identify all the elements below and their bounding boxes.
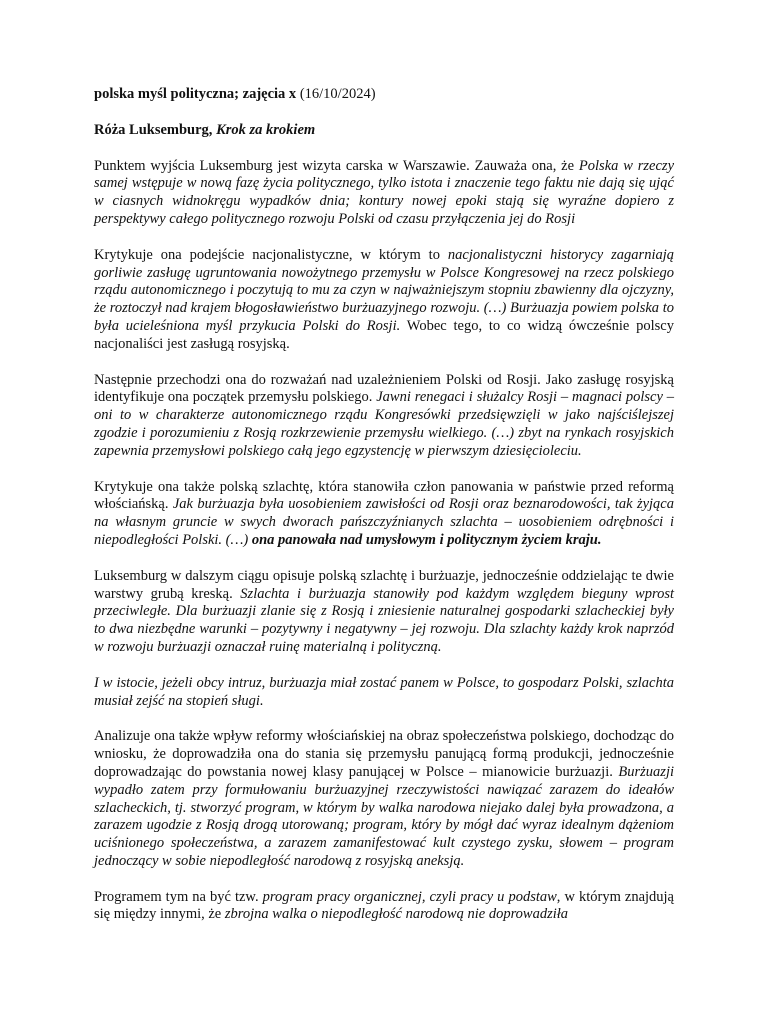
quote-run: program pracy organicznej, czyli pracy u podstaw bbox=[262, 888, 557, 905]
emphasis-run: ona panowała nad umysłowym i politycznym życiem kraju. bbox=[251, 531, 602, 548]
paragraph bbox=[94, 889, 674, 925]
body-text bbox=[94, 158, 674, 925]
text-run: Luksemburg w dalszym ciągu opisuje polską szlachtę i burżuazje, jednocześnie oddzielając te dwie warstwy grubą kreską. bbox=[94, 567, 674, 602]
paragraph bbox=[94, 372, 674, 461]
text-run: Punktem wyjścia Luksemburg jest wizyta carska w Warszawie. Zauważa ona, że bbox=[94, 157, 579, 174]
quote-run: Szlachta i burżuazja stanowiły pod każdym względem bieguny wprost przeciwległe. Dla burżuazji zlanie się z Rosją i zniesienie naturalnej gospodarki szlacheckiej były to dwa niezbędne warunki – pozytywny i negatywny – jej rozwoju. Dla szlachty każdy krok naprzód w rozwoju burżuazji oznaczał ruinę materialną i polityczną. bbox=[94, 585, 674, 655]
paragraph bbox=[94, 247, 674, 354]
text-run: Wobec tego, to co widzą ówcześnie polscy nacjonaliści jest zasługą rosyjską. bbox=[94, 317, 674, 352]
text-run: Krytykuje ona także polską szlachtę, która stanowiła człon panowania w państwie przed reformą włościańską. bbox=[94, 478, 674, 513]
paragraph bbox=[94, 158, 674, 229]
quote-run: nacjonalistyczni historycy zagarniają gorliwie zasługę ugruntowania nowożytnego przemysłu w Polsce Kongresowej na rzecz polskiego rządu autonomicznego i poczytują to mu za czyn w najważniejszym stopniu zbawienny dla ojczyzny, że roztoczył nad krajem błogosławieństwo burżuazyjnego rozwoju. (…) Burżuazja powiem polska to była ucieleśniona myśl przykucia Polski do Rosji. bbox=[94, 246, 674, 334]
text-run: Programem tym na być tzw. bbox=[94, 888, 263, 905]
text-run: Następnie przechodzi ona do rozważań nad uzależnieniem Polski od Rosji. Jako zasługę rosyjską identyfikuje ona początek przemysłu polskiego. bbox=[94, 371, 674, 406]
course-title: polska myśl polityczna; zajęcia x bbox=[94, 86, 297, 102]
quote-run: Polska w rzeczy samej wstępuje w nową fazę życia politycznego, tylko istota i znaczenie tego faktu nie dają się ująć w ciasnych widnokręgu wypadków dnia; kontury nowej epoki stają się wyraźne dopiero z perspektywy całego politycznego rozwoju Polski od czasu przyłączenia jej do Rosji bbox=[94, 157, 675, 227]
paragraph bbox=[94, 479, 674, 550]
document-subtitle bbox=[94, 122, 674, 140]
paragraph bbox=[94, 728, 674, 870]
document-header bbox=[94, 86, 674, 104]
course-date: (16/10/2024) bbox=[296, 86, 376, 102]
work-title: Krok za krokiem bbox=[212, 121, 316, 138]
author-name: Róża Luksemburg, bbox=[94, 121, 213, 138]
text-run: Analizuje ona także wpływ reformy włościańskiej na obraz społeczeństwa polskiego, dochodząc do wniosku, że doprowadziła ona do stania się przemysłu panującą formą produkcji, jednocześnie doprowadzając do powstania nowej klasy panującej w Polsce – mianowicie burżuazji. bbox=[94, 728, 674, 780]
quote-run: Jawni renegaci i służalcy Rosji – magnaci polscy – oni to w charakterze autonomicznego rządu Kongresówki przedsięwzięli w jako najściślejszej zgodzie i porozumieniu z Rosją rozkrzewienie przemysłu wielkiego. (…) zbyt na rynkach rosyjskich zapewnia przemysłowi polskiego całą jego egzystencję w pierwszym dziesięcioleciu. bbox=[94, 389, 674, 459]
quote-run: I w istocie, jeżeli obcy intruz, burżuazja miał zostać panem w Polsce, to gospodarz Polski, szlachta musiał zejść na stopień sługi. bbox=[94, 674, 674, 709]
text-run: , w którym znajdują się między innymi, że bbox=[94, 888, 674, 923]
quote-run: Jak burżuazja była uosobieniem zawisłości od Rosji oraz beznarodowości, tak żyjąca na własnym gruncie w swych dworach pańszczyźnianych szlachta – uosobieniem odrębności i niepodległości Polski. (…) bbox=[94, 496, 674, 548]
paragraph bbox=[94, 568, 674, 657]
quote-run: Burżuazji wypadło zatem przy formułowaniu burżuazyjnej rzeczywistości nawiązać zarazem do ideałów szlacheckich, tj. stworzyć program, w którym by walka narodowa niejako dalej była prowadzona, a zarazem ugodzie z Rosją drogą utorowaną; program, który by mógł dać wyraz idealnym dążeniom uciśnionego społeczeństwa, a zarazem zamanifestować kult czystego zysku, słowem – program jednoczący w sobie niepodległość narodową z rosyjską aneksją. bbox=[94, 763, 674, 869]
paragraph bbox=[94, 675, 674, 711]
quote-run: zbrojna walka o niepodległość narodową nie doprowadziła bbox=[224, 906, 569, 923]
text-run: Krytykuje ona podejście nacjonalistyczne, w którym to bbox=[94, 246, 448, 263]
